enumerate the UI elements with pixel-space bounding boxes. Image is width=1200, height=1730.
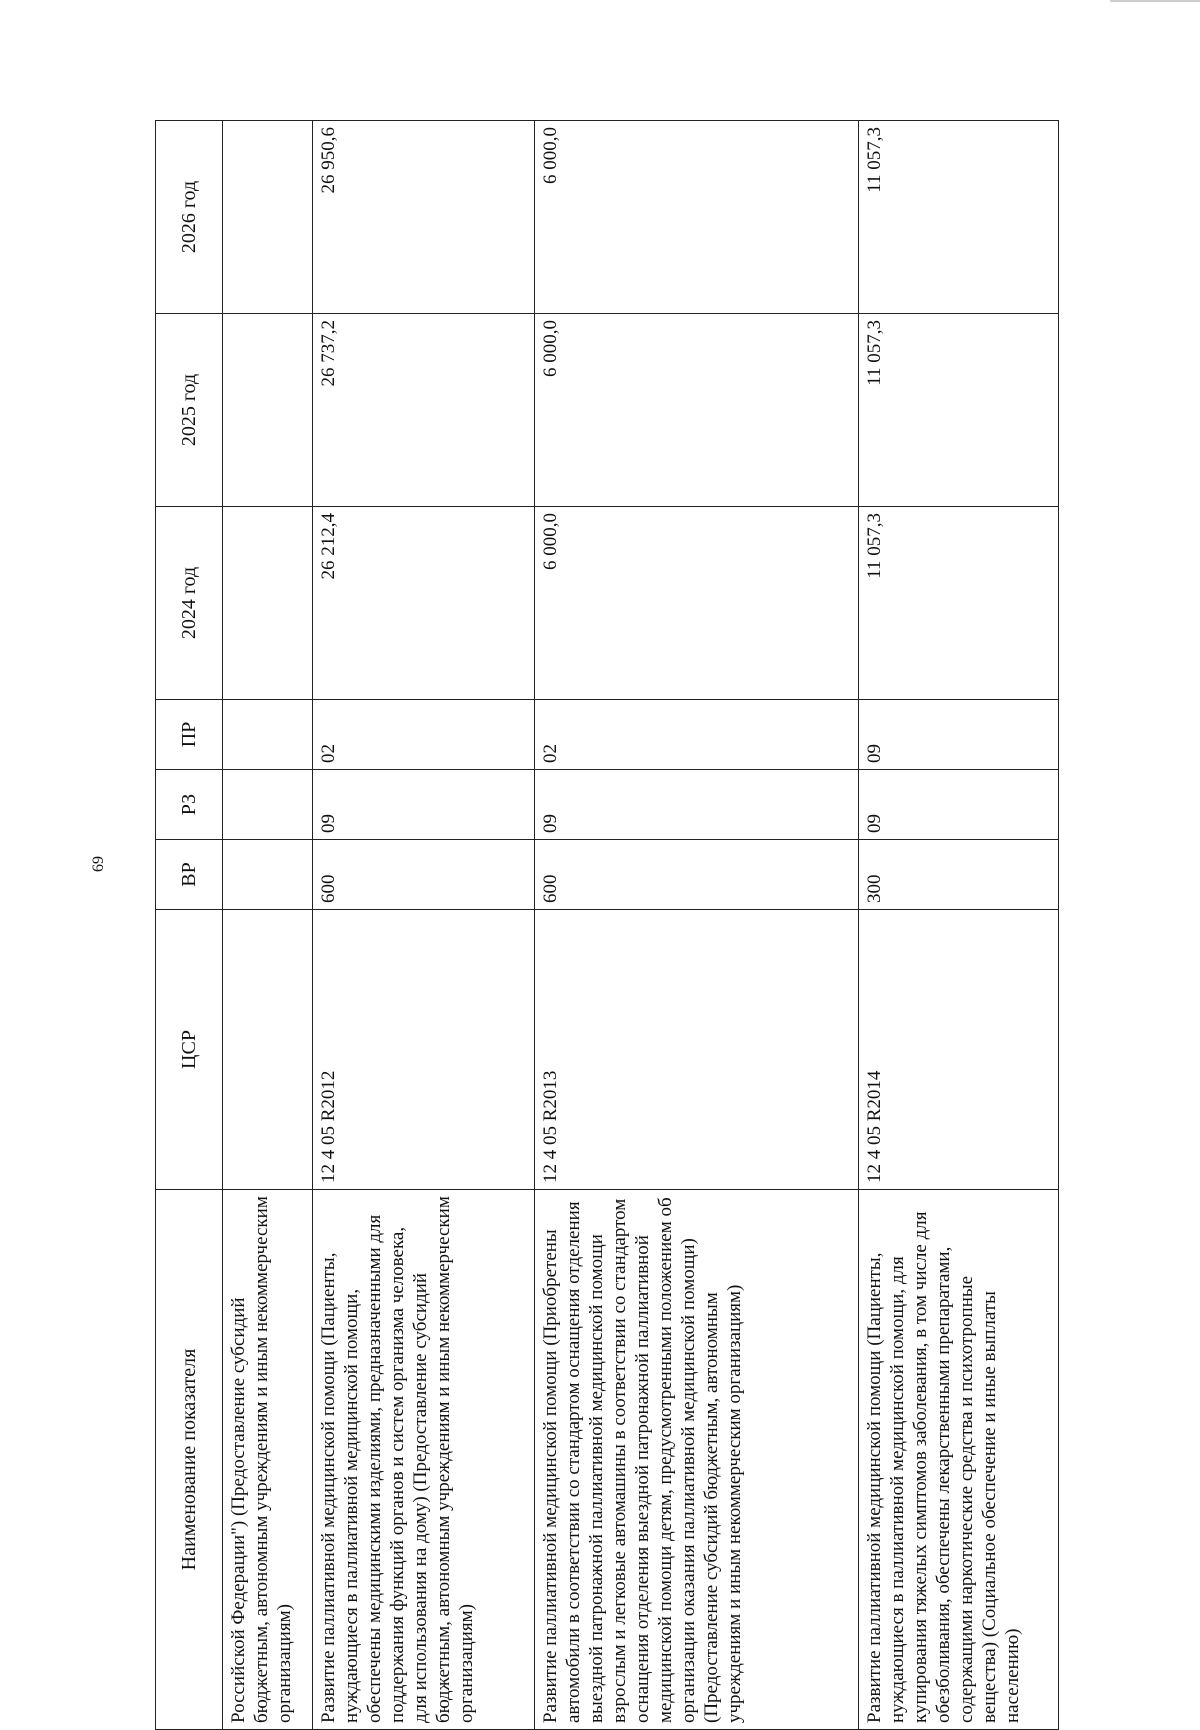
row-2024: 11 057,3 (859, 507, 1059, 700)
row-rz: 09 (859, 770, 1059, 840)
row-2026 (223, 121, 313, 314)
row-name: Развитие паллиативной медицинской помощи (Пациенты, нуждающиеся в паллиативной медицинской помощи, для купирования тяжелых симптомов заболевания, в том числе для обезболивания, обеспечены лекарственными препаратами, содержащими наркотические средства и психотропные вещества) (Социальное обеспечение и иные выплаты населению) (859, 1190, 1059, 1730)
header-2025: 2025 год (156, 314, 223, 507)
row-2025: 11 057,3 (859, 314, 1059, 507)
row-rz: 09 (535, 770, 859, 840)
rotated-content (155, 120, 1135, 1730)
scan-edge-mark (1110, 0, 1200, 2)
table-header-row (156, 121, 223, 1730)
header-2024: 2024 год (156, 507, 223, 700)
row-vr (223, 840, 313, 910)
header-vr: ВР (156, 840, 223, 910)
table-row (859, 121, 1059, 1730)
header-csr: ЦСР (156, 910, 223, 1190)
row-name: Российской Федерации") (Предоставление субсидий бюджетным, автономным учреждениям и иным некоммерческим организациям) (223, 1190, 313, 1730)
row-pr (223, 700, 313, 770)
row-rz (223, 770, 313, 840)
budget-table (155, 120, 1059, 1730)
table-row (223, 121, 313, 1730)
row-name: Развитие паллиативной медицинской помощи (Пациенты, нуждающиеся в паллиативной медицинской помощи, обеспечены медицинскими изделиями, предназначенными для поддержания функций органов и систем организма человека, для использования на дому) (Предоставление субсидий бюджетным, автономным учреждениям и иным некоммерческим организациям) (313, 1190, 535, 1730)
row-csr: 12 4 05 R2013 (535, 910, 859, 1190)
rotated-table-container (155, 120, 1135, 1730)
row-2024: 26 212,4 (313, 507, 535, 700)
row-vr: 600 (535, 840, 859, 910)
row-rz: 09 (313, 770, 535, 840)
row-vr: 600 (313, 840, 535, 910)
row-2024 (223, 507, 313, 700)
row-name: Развитие паллиативной медицинской помощи (Приобретены автомобили в соответствии со стандартом оснащения отделения выездной патронажной паллиативной медицинской помощи взрослым и легковые автомашины в соответствии со стандартом оснащения отделения выездной патронажной паллиативной медицинской помощи детям, предусмотренными положением об организации оказания паллиативной медицинской помощи) (Предоставление субсидий бюджетным, автономным учреждениям и иным некоммерческим организациям) (535, 1190, 859, 1730)
header-name: Наименование показателя (156, 1190, 223, 1730)
row-2025 (223, 314, 313, 507)
header-pr: ПР (156, 700, 223, 770)
row-2025: 26 737,2 (313, 314, 535, 507)
header-2026: 2026 год (156, 121, 223, 314)
row-2026: 26 950,6 (313, 121, 535, 314)
page-number: 69 (90, 856, 107, 872)
row-2025: 6 000,0 (535, 314, 859, 507)
header-rz: РЗ (156, 770, 223, 840)
row-pr: 02 (313, 700, 535, 770)
row-csr (223, 910, 313, 1190)
row-2026: 6 000,0 (535, 121, 859, 314)
row-vr: 300 (859, 840, 1059, 910)
table-row (535, 121, 859, 1730)
row-pr: 09 (859, 700, 1059, 770)
row-2024: 6 000,0 (535, 507, 859, 700)
row-pr: 02 (535, 700, 859, 770)
row-2026: 11 057,3 (859, 121, 1059, 314)
row-csr: 12 4 05 R2014 (859, 910, 1059, 1190)
row-csr: 12 4 05 R2012 (313, 910, 535, 1190)
table-row (313, 121, 535, 1730)
